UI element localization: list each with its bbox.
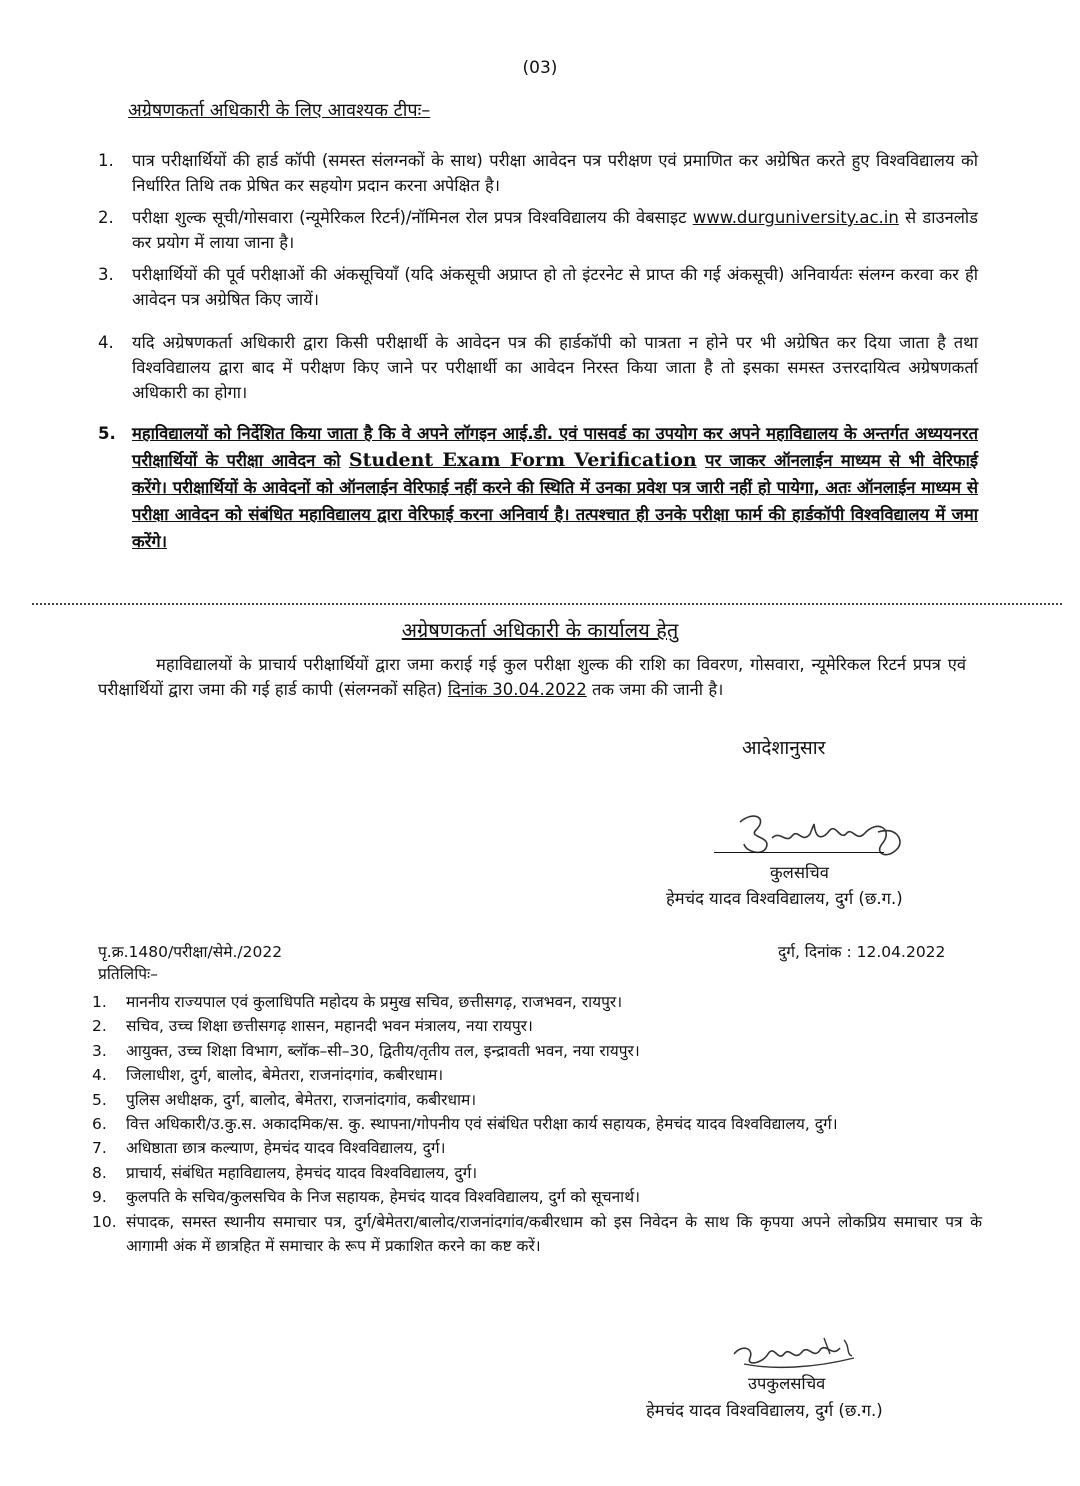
office-paragraph [98,652,966,702]
item-number: 2. [92,1017,107,1036]
list-item [92,1088,982,1112]
item-text: पात्र परीक्षार्थियों की हार्ड कॉपी (समस्त संलग्नकों के साथ) परीक्षा आवेदन पत्र परीक्षण एवं प्रमाणित कर अग्रेषित करते हुए विश्वविद्यालय को निर्धारित तिथि तक प्रेषित कर सहयोग प्रदान करना अपेक्षित है। [132,151,978,195]
signatory-university: हेमचंद यादव विश्वविद्यालय, दुर्ग (छ.ग.) [646,1401,883,1420]
tips-list [98,148,978,555]
item-number: 9. [92,1188,107,1207]
item-number: 7. [92,1139,107,1158]
list-item [98,330,978,405]
copy-to-label: प्रतिलिपिः– [98,965,158,983]
item-text: अधिष्ठाता छात्र कल्याण, हेमचंद यादव विश्वविद्यालय, दुर्ग। [126,1139,446,1158]
item-text: पर जाकर ऑनलाईन माध्यम से भी वेरिफाई करेंगे। परीक्षार्थियों के आवेदनों को ऑनलाईन वेरिफाई नहीं करने की स्थिति में उनका प्रवेश पत्र जारी नहीं हो पायेगा, अतः ऑनलाईन माध्यम से परीक्षा आवेदन को संबंधित महाविद्यालय द्वारा वेरिफाई करना अनिवार्य है। तत्पश्चात ही उनके परीक्षा फार्म की हार्डकॉपी विश्वविद्यालय में जमा करेंगे। [132,451,979,551]
list-item [92,1136,982,1160]
signatory-designation: उपकुलसचिव [748,1374,826,1393]
item-text: प्राचार्य, संबंधित महाविद्यालय, हेमचंद यादव विश्वविद्यालय, दुर्ग। [126,1163,478,1182]
item-number: 10. [92,1212,117,1231]
list-item [92,1112,982,1136]
item-text: से डाउनलोड कर प्रयोग में लाया जाना है। [132,208,979,252]
item-number: 1. [92,993,107,1011]
item-text: परीक्षा शुल्क सूची/गोसवारा (न्यूमेरिकल रिटर्न)/नॉमिनल रोल प्रपत्र विश्वविद्यालय की वेबसाइट [132,208,687,227]
list-item [98,262,978,312]
reference-number: पृ.क्र.1480/परीक्षा/सेमे./2022 [98,943,283,961]
list-item [98,205,978,255]
item-text: संपादक, समस्त स्थानीय समाचार पत्र, दुर्ग/बेमेतरा/बालोद/राजनांदगांव/कबीरधाम को इस निवेदन के साथ कि कृपया अपने लोकप्रिय समाचार पत्र के आगामी अंक में छात्रहित में समाचार के रूप में प्रकाशित करने का कष्ट करें। [126,1212,982,1256]
item-number: 5. [92,1090,107,1109]
paragraph-text: महाविद्यालयों के प्राचार्य परीक्षार्थियों द्वारा जमा कराई गई कुल परीक्षा शुल्क की राशि का विवरण, गोसवारा, न्यूमेरिकल रिटर्न प्रपत्र एवं परीक्षार्थियों द्वारा जमा की गई हार्ड कापी (संलग्नकों सहित) [98,655,966,699]
item-number: 3. [98,265,114,284]
item-text: पुलिस अधीक्षक, दुर्ग, बालोद, बेमेतरा, राजनांदगांव, कबीरधाम। [126,1090,477,1109]
list-item [92,1210,982,1259]
signatory-designation: कुलसचिव [770,863,829,882]
signatory-university: हेमचंद यादव विश्वविद्यालय, दुर्ग (छ.ग.) [666,889,903,908]
item-number: 4. [98,333,114,352]
deputy-registrar-signature [724,1324,864,1374]
item-text: यदि अग्रेषणकर्ता अधिकारी द्वारा किसी परीक्षार्थी के आवेदन पत्र की हार्डकॉपी को पात्रता न होने पर भी अग्रेषित कर दिया जाता है तथा विश्वविद्यालय द्वारा बाद में परीक्षण किए जाने पर परीक्षार्थी का आवेदन निरस्त किया जाता है तो इसका समस्त उत्तरदायित्व अग्रेषणकर्ता अधिकारी का होगा। [132,333,978,402]
item-number: 5. [98,424,116,443]
page-number: (03) [522,58,558,78]
office-heading: अग्रेषणकर्ता अधिकारी के कार्यालय हेतु [401,618,679,642]
tips-heading: अग्रेषणकर्ता अधिकारी के लिए आवश्यक टीपः– [128,100,431,121]
list-item [92,1185,982,1209]
list-item [92,1161,982,1185]
paragraph-text: तक जमा की जानी है। [591,680,724,699]
item-number: 8. [92,1163,107,1182]
item-text: माननीय राज्यपाल एवं कुलाधिपति महोदय के प्रमुख सचिव, छत्तीसगढ़, राजभवन, रायपुर। [126,993,623,1011]
item-number: 3. [92,1041,107,1060]
list-item [98,148,978,198]
item-text: जिलाधीश, दुर्ग, बालोद, बेमेतरा, राजनांदगांव, कबीरधाम। [126,1066,444,1085]
list-item [92,1039,982,1063]
list-item [92,1014,982,1038]
website-link[interactable]: www.durguniversity.ac.in [692,208,899,227]
signature-line [714,852,884,853]
item-number: 1. [98,151,114,170]
item-number: 6. [92,1115,107,1134]
item-text: आयुक्त, उच्च शिक्षा विभाग, ब्लॉक–सी–30, द्वितीय/तृतीय तल, इन्द्रावती भवन, नया रायपुर। [126,1041,640,1060]
copy-list [92,990,982,1258]
item-text: कुलपति के सचिव/कुलसचिव के निज सहायक, हेमचंद यादव विश्वविद्यालय, दुर्ग को सूचनार्थ। [126,1188,640,1207]
list-item [92,1063,982,1087]
item-number: 2. [98,208,114,227]
issue-date: दुर्ग, दिनांक : 12.04.2022 [778,943,946,961]
item-text: वित्त अधिकारी/उ.कु.स. अकादमिक/स. कु. स्थापना/गोपनीय एवं संबंधित परीक्षा कार्य सहायक, हेमचंद यादव विश्वविद्यालय, दुर्ग। [126,1115,838,1134]
deadline-date: दिनांक 30.04.2022 [447,680,587,699]
divider [32,603,1062,605]
item-text: महाविद्यालयों को निर्देशित किया जाता है कि वे अपने लॉगइन आई.डी. एवं पासवर्ड का उपयोग कर अपने महाविद्यालय के अन्तर्गत अध्ययनरत परीक्षार्थियों के परीक्षा आवेदन को [132,424,978,470]
item-text: परीक्षार्थियों की पूर्व परीक्षाओं की अंकसूचियाँ (यदि अंकसूची अप्राप्त हो तो इंटरनेट से प्राप्त की गई अंकसूची) अनिवार्यतः संलग्न करवा कर ही आवेदन पत्र अग्रेषित किए जायें। [132,265,978,309]
portal-name: Student Exam Form Verification [348,449,697,471]
item-text: सचिव, उच्च शिक्षा छत्तीसगढ़ शासन, महानदी भवन मंत्रालय, नया रायपुर। [126,1017,533,1036]
list-item [92,990,982,1014]
by-order-text: आदेशानुसार [742,737,826,759]
list-item-important [98,420,978,555]
item-number: 4. [92,1066,107,1085]
